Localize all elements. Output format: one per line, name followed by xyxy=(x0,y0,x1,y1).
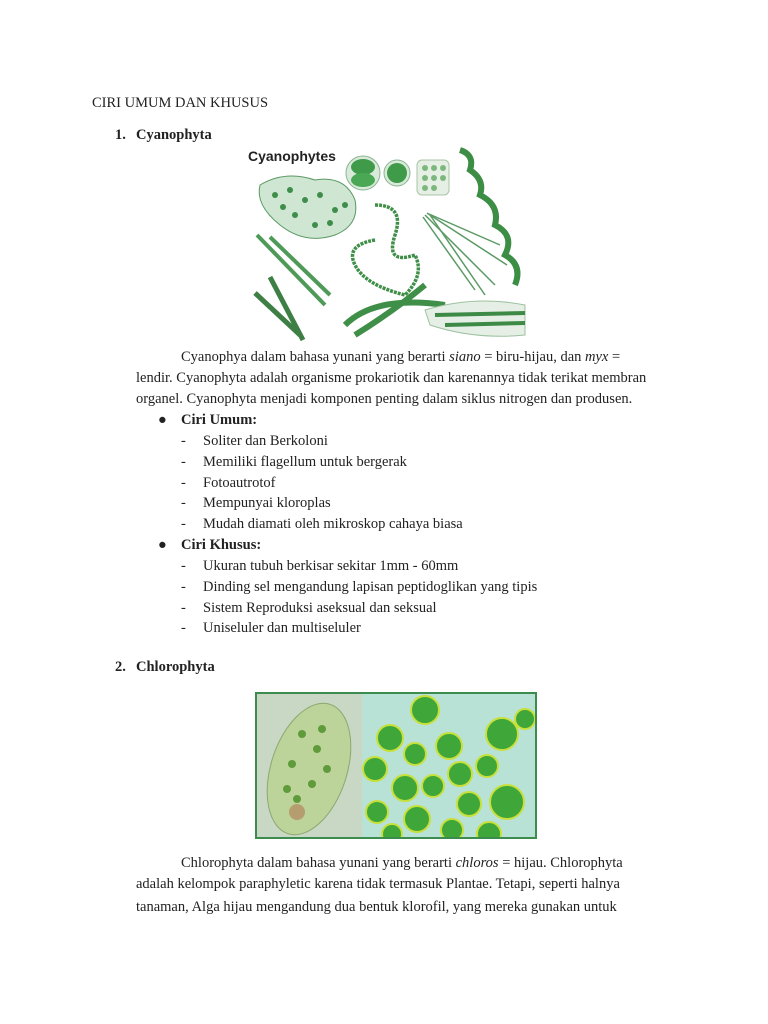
dash-icon: - xyxy=(181,558,186,574)
chlorophyta-paragraph-line-3: tanaman, Alga hijau mengandung dua bentuk klorofil, yang mereka gunakan untuk xyxy=(136,899,617,915)
cyanophyta-paragraph-line-1 xyxy=(181,347,620,367)
text: = hijau. Chlorophyta xyxy=(498,855,623,871)
dash-icon: - xyxy=(181,578,186,595)
dash-icon: - xyxy=(181,433,186,449)
bullet-icon: ● xyxy=(158,412,167,428)
list-item: Fotoautrotof xyxy=(203,474,276,491)
figure-label: Cyanophytes xyxy=(248,148,336,164)
dash-icon: - xyxy=(181,516,186,533)
list-item: Ukuran tubuh berkisar sekitar 1mm - 60mm xyxy=(203,558,459,574)
dash-icon: - xyxy=(181,599,186,616)
cyanophytes-figure xyxy=(245,145,527,341)
section-number: 1. xyxy=(115,127,126,143)
section-number: 2. xyxy=(115,659,126,675)
list-item: Uniseluler dan multiseluler xyxy=(203,620,361,637)
dash-icon: - xyxy=(181,495,186,512)
text: = xyxy=(608,349,621,365)
list-item: Soliter dan Berkoloni xyxy=(203,433,328,449)
section-title-chlorophyta: Chlorophyta xyxy=(136,659,215,675)
chlorella-micrograph xyxy=(257,694,537,839)
list-item: Mempunyai kloroplas xyxy=(203,495,331,512)
term-siano: siano xyxy=(449,349,481,365)
list-item: Memiliki flagellum untuk bergerak xyxy=(203,453,407,470)
chlorophyta-paragraph-line-2: adalah kelompok paraphyletic karena tidak termasuk Plantae. Tetapi, seperti halnya xyxy=(136,876,620,892)
list-title-ciri-umum: Ciri Umum: xyxy=(181,412,258,428)
bullet-icon: ● xyxy=(158,537,167,553)
term-myx: myx xyxy=(585,349,609,365)
list-item: Mudah diamati oleh mikroskop cahaya biasa xyxy=(203,516,463,533)
cyanobacteria-illustration xyxy=(245,145,527,341)
text: Cyanophya dalam bahasa yunani yang berarti xyxy=(181,349,450,365)
dash-icon: - xyxy=(181,474,186,491)
text: = biru-hijau, dan xyxy=(480,349,586,365)
dash-icon: - xyxy=(181,620,186,637)
chlorophyta-figure xyxy=(255,692,537,839)
dash-icon: - xyxy=(181,453,186,470)
text: Chlorophyta dalam bahasa yunani yang berarti xyxy=(181,855,456,871)
list-title-ciri-khusus: Ciri Khusus: xyxy=(181,537,262,553)
term-chloros: chloros xyxy=(455,855,499,871)
chlorophyta-paragraph-line-1 xyxy=(181,853,623,873)
document-heading: CIRI UMUM DAN KHUSUS xyxy=(92,95,269,111)
list-item: Dinding sel mengandung lapisan peptidoglikan yang tipis xyxy=(203,578,538,595)
cyanophyta-paragraph-line-2: lendir. Cyanophyta adalah organisme prokariotik dan karenannya tidak terikat membran xyxy=(136,370,647,386)
cyanophyta-paragraph-line-3: organel. Cyanophyta menjadi komponen penting dalam siklus nitrogen dan produsen. xyxy=(136,391,633,407)
section-title-cyanophyta: Cyanophyta xyxy=(136,127,212,143)
list-item: Sistem Reproduksi aseksual dan seksual xyxy=(203,599,437,616)
